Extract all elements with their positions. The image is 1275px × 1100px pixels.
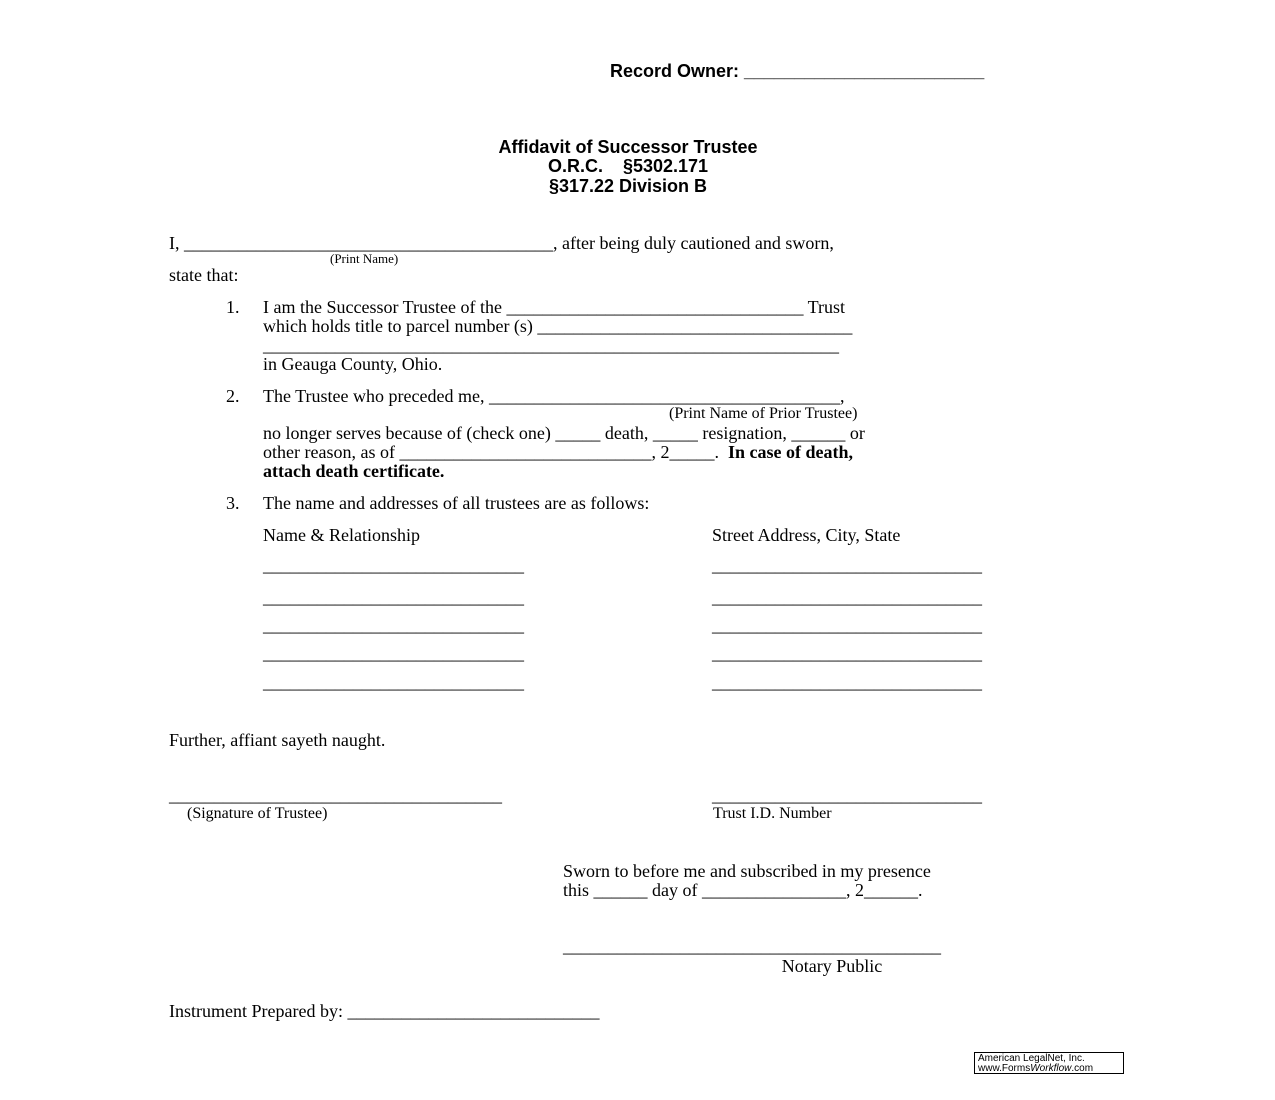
street-address-header: Street Address, City, State	[712, 525, 901, 545]
legalnet-badge	[974, 1052, 1124, 1074]
trustee-signature-line: _____________________________________	[169, 785, 502, 805]
item-3-number: 3.	[226, 493, 240, 513]
record-owner-field: Record Owner: ________________________	[610, 61, 985, 81]
signature-caption: (Signature of Trustee)	[187, 805, 328, 822]
badge-website-suffix: .com	[1071, 1063, 1094, 1074]
badge-website-prefix: www.Forms	[978, 1063, 1031, 1074]
name-blank-line: _____________________________	[263, 672, 524, 692]
name-blank-line: _____________________________	[263, 615, 524, 635]
print-name-caption: (Print Name)	[330, 251, 399, 266]
item-2-reason-line: no longer serves because of (check one) _____ death, _____ resignation, ______ or	[263, 423, 865, 443]
address-blank-line: ______________________________	[712, 555, 982, 575]
address-blank-line: ______________________________	[712, 587, 982, 607]
item-2-attach-certificate: attach death certificate.	[263, 461, 445, 481]
notary-date-line: this ______ day of ________________, 2______.	[563, 880, 923, 900]
document-title: Affidavit of Successor Trustee	[498, 137, 758, 157]
prepared-by-line: Instrument Prepared by: ____________________________	[169, 1001, 600, 1021]
state-that-text: state that:	[169, 265, 239, 285]
item-2-death-note: In case of death,	[727, 442, 853, 462]
further-affiant-text: Further, affiant sayeth naught.	[169, 730, 386, 750]
affiant-name-line: I, _________________________________________, after being duly cautioned and sworn,	[169, 233, 834, 253]
item-1-blank-line: ________________________________________________________________	[263, 335, 839, 355]
division-reference: §317.22 Division B	[548, 176, 708, 196]
item-2-prior-trustee-line: The Trustee who preceded me, _______________________________________,	[263, 386, 845, 406]
item-1-trust-line: I am the Successor Trustee of the _________________________________ Trust	[263, 297, 845, 317]
name-blank-line: _____________________________	[263, 555, 524, 575]
badge-website	[978, 1064, 1120, 1074]
notary-public-caption: Notary Public	[781, 956, 883, 976]
trust-id-caption: Trust I.D. Number	[713, 805, 832, 822]
item-2-number: 2.	[226, 386, 240, 406]
statute-reference: O.R.C. §5302.171	[547, 156, 709, 176]
badge-company-name: American LegalNet, Inc.	[978, 1053, 1085, 1064]
name-blank-line: _____________________________	[263, 643, 524, 663]
trust-id-line: ______________________________	[712, 785, 982, 805]
prior-trustee-caption: (Print Name of Prior Trustee)	[669, 405, 858, 422]
item-1-parcel-line: which holds title to parcel number (s) ___________________________________	[263, 316, 853, 336]
notary-sworn-text: Sworn to before me and subscribed in my presence	[563, 861, 931, 881]
item-3-intro-line: The name and addresses of all trustees are as follows:	[263, 493, 650, 513]
badge-website-italic: Workflow	[1030, 1063, 1072, 1074]
item-2-date-line	[263, 443, 853, 461]
address-blank-line: ______________________________	[712, 615, 982, 635]
address-blank-line: ______________________________	[712, 672, 982, 692]
name-blank-line: _____________________________	[263, 587, 524, 607]
notary-signature-line: __________________________________________	[563, 936, 941, 956]
item-1-number: 1.	[226, 297, 240, 317]
item-2-date-text: other reason, as of ____________________________, 2_____.	[263, 442, 728, 462]
name-relationship-header: Name & Relationship	[263, 525, 420, 545]
address-blank-line: ______________________________	[712, 643, 982, 663]
item-1-county-line: in Geauga County, Ohio.	[263, 354, 443, 374]
